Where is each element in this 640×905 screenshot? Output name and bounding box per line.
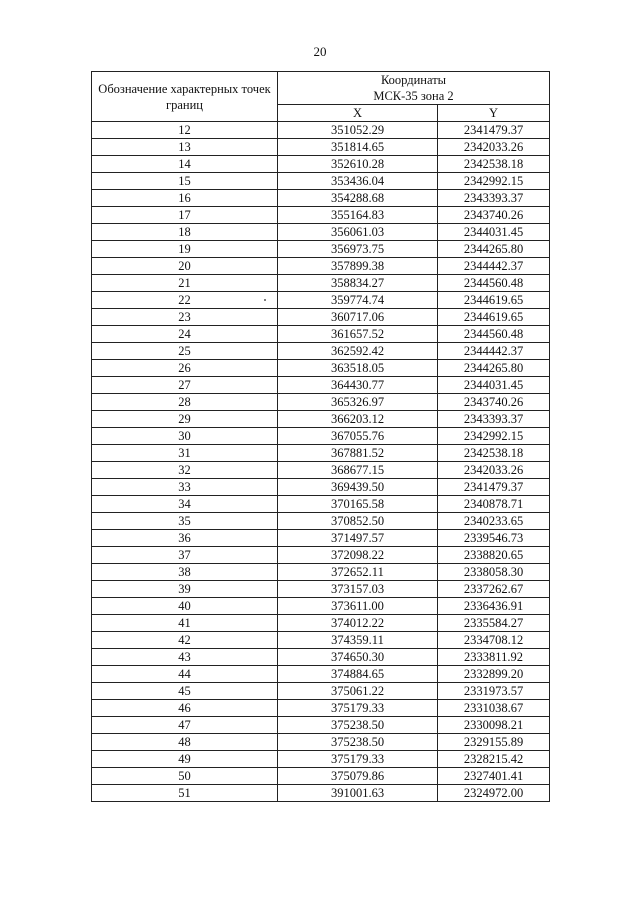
x-cell: 363518.05 (278, 360, 438, 377)
y-cell: 2340233.65 (438, 513, 550, 530)
x-cell: 371497.57 (278, 530, 438, 547)
table-row (92, 207, 550, 224)
y-cell: 2344560.48 (438, 326, 550, 343)
point-cell: 21 (92, 275, 278, 292)
x-cell: 370852.50 (278, 513, 438, 530)
point-cell: 27 (92, 377, 278, 394)
x-cell: 374359.11 (278, 632, 438, 649)
point-cell: 45 (92, 683, 278, 700)
point-cell: 22 (92, 292, 278, 309)
x-cell: 362592.42 (278, 343, 438, 360)
x-cell: 365326.97 (278, 394, 438, 411)
point-cell: 29 (92, 411, 278, 428)
x-cell: 375061.22 (278, 683, 438, 700)
point-cell: 17 (92, 207, 278, 224)
y-cell: 2333811.92 (438, 649, 550, 666)
table-row (92, 258, 550, 275)
header-points: Обозначение характерных точек границ (92, 72, 278, 122)
table-row (92, 615, 550, 632)
x-cell: 351052.29 (278, 122, 438, 139)
y-cell: 2342538.18 (438, 156, 550, 173)
point-cell: 16 (92, 190, 278, 207)
table-row (92, 360, 550, 377)
point-cell: 32 (92, 462, 278, 479)
table-row (92, 513, 550, 530)
x-cell: 359774.74 (278, 292, 438, 309)
table-row (92, 156, 550, 173)
x-cell: 352610.28 (278, 156, 438, 173)
y-cell: 2340878.71 (438, 496, 550, 513)
point-cell: 36 (92, 530, 278, 547)
table-row (92, 428, 550, 445)
x-cell: 368677.15 (278, 462, 438, 479)
header-coordinates-line2: МСК-35 зона 2 (373, 89, 454, 103)
point-cell: 50 (92, 768, 278, 785)
table-row (92, 343, 550, 360)
table-row (92, 700, 550, 717)
x-cell: 367881.52 (278, 445, 438, 462)
table-row (92, 139, 550, 156)
point-cell: 18 (92, 224, 278, 241)
y-cell: 2328215.42 (438, 751, 550, 768)
y-cell: 2335584.27 (438, 615, 550, 632)
header-coordinates (278, 72, 550, 105)
table-row (92, 598, 550, 615)
point-cell: 14 (92, 156, 278, 173)
y-cell: 2342538.18 (438, 445, 550, 462)
y-cell: 2331973.57 (438, 683, 550, 700)
y-cell: 2337262.67 (438, 581, 550, 598)
x-cell: 375179.33 (278, 751, 438, 768)
x-cell: 375238.50 (278, 734, 438, 751)
table-row (92, 564, 550, 581)
x-cell: 356973.75 (278, 241, 438, 258)
coordinates-table (91, 71, 550, 802)
y-cell: 2344031.45 (438, 224, 550, 241)
point-cell: 15 (92, 173, 278, 190)
x-cell: 366203.12 (278, 411, 438, 428)
table-row (92, 377, 550, 394)
point-cell: 44 (92, 666, 278, 683)
y-cell: 2343393.37 (438, 411, 550, 428)
table-row (92, 275, 550, 292)
x-cell: 374884.65 (278, 666, 438, 683)
point-cell: 30 (92, 428, 278, 445)
y-cell: 2336436.91 (438, 598, 550, 615)
x-cell: 374012.22 (278, 615, 438, 632)
x-cell: 367055.76 (278, 428, 438, 445)
table-row (92, 445, 550, 462)
header-x: X (278, 105, 438, 122)
y-cell: 2343740.26 (438, 207, 550, 224)
table-row (92, 734, 550, 751)
point-cell: 41 (92, 615, 278, 632)
table-header (92, 72, 550, 122)
y-cell: 2343740.26 (438, 394, 550, 411)
point-cell: 28 (92, 394, 278, 411)
table-row (92, 751, 550, 768)
point-cell: 20 (92, 258, 278, 275)
point-cell: 35 (92, 513, 278, 530)
point-cell: 25 (92, 343, 278, 360)
x-cell: 364430.77 (278, 377, 438, 394)
y-cell: 2344442.37 (438, 258, 550, 275)
table-row (92, 496, 550, 513)
page-number: 20 (313, 44, 327, 59)
table-row (92, 241, 550, 258)
x-cell: 356061.03 (278, 224, 438, 241)
point-cell: 37 (92, 547, 278, 564)
point-cell: 26 (92, 360, 278, 377)
table-row (92, 768, 550, 785)
x-cell: 353436.04 (278, 173, 438, 190)
y-cell: 2344619.65 (438, 309, 550, 326)
table-row (92, 649, 550, 666)
x-cell: 370165.58 (278, 496, 438, 513)
y-cell: 2330098.21 (438, 717, 550, 734)
y-cell: 2334708.12 (438, 632, 550, 649)
point-cell: 24 (92, 326, 278, 343)
x-cell: 361657.52 (278, 326, 438, 343)
point-cell: 40 (92, 598, 278, 615)
table-row (92, 632, 550, 649)
y-cell: 2344265.80 (438, 241, 550, 258)
x-cell: 373157.03 (278, 581, 438, 598)
x-cell: 357899.38 (278, 258, 438, 275)
point-cell: 42 (92, 632, 278, 649)
x-cell: 375179.33 (278, 700, 438, 717)
x-cell: 372652.11 (278, 564, 438, 581)
point-cell: 46 (92, 700, 278, 717)
y-cell: 2338820.65 (438, 547, 550, 564)
table-row (92, 224, 550, 241)
table-row (92, 530, 550, 547)
point-cell: 39 (92, 581, 278, 598)
point-cell: 48 (92, 734, 278, 751)
y-cell: 2344619.65 (438, 292, 550, 309)
y-cell: 2327401.41 (438, 768, 550, 785)
table-row (92, 547, 550, 564)
table-row (92, 190, 550, 207)
x-cell: 372098.22 (278, 547, 438, 564)
y-cell: 2341479.37 (438, 122, 550, 139)
y-cell: 2344560.48 (438, 275, 550, 292)
table-row (92, 479, 550, 496)
point-cell: 34 (92, 496, 278, 513)
point-cell: 13 (92, 139, 278, 156)
y-cell: 2343393.37 (438, 190, 550, 207)
table-row (92, 326, 550, 343)
table-row (92, 122, 550, 139)
point-cell: 31 (92, 445, 278, 462)
y-cell: 2344031.45 (438, 377, 550, 394)
table-row (92, 581, 550, 598)
y-cell: 2342033.26 (438, 139, 550, 156)
table-body (92, 122, 550, 802)
x-cell: 358834.27 (278, 275, 438, 292)
x-cell: 355164.83 (278, 207, 438, 224)
table-row (92, 683, 550, 700)
table-row (92, 666, 550, 683)
point-cell: 12 (92, 122, 278, 139)
x-cell: 391001.63 (278, 785, 438, 802)
header-coordinates-line1: Координаты (380, 73, 447, 87)
table-row (92, 292, 550, 309)
x-cell: 360717.06 (278, 309, 438, 326)
x-cell: 374650.30 (278, 649, 438, 666)
point-cell: 51 (92, 785, 278, 802)
table-row (92, 411, 550, 428)
y-cell: 2329155.89 (438, 734, 550, 751)
y-cell: 2342992.15 (438, 428, 550, 445)
point-cell: 38 (92, 564, 278, 581)
y-cell: 2339546.73 (438, 530, 550, 547)
x-cell: 375079.86 (278, 768, 438, 785)
y-cell: 2344442.37 (438, 343, 550, 360)
point-cell: 19 (92, 241, 278, 258)
table-row (92, 462, 550, 479)
x-cell: 373611.00 (278, 598, 438, 615)
scan-speck (264, 299, 266, 301)
x-cell: 351814.65 (278, 139, 438, 156)
y-cell: 2331038.67 (438, 700, 550, 717)
point-cell: 33 (92, 479, 278, 496)
x-cell: 369439.50 (278, 479, 438, 496)
table-row (92, 309, 550, 326)
point-cell: 43 (92, 649, 278, 666)
table-row (92, 173, 550, 190)
point-cell: 49 (92, 751, 278, 768)
x-cell: 375238.50 (278, 717, 438, 734)
point-cell: 23 (92, 309, 278, 326)
table-row (92, 785, 550, 802)
y-cell: 2342033.26 (438, 462, 550, 479)
point-cell: 47 (92, 717, 278, 734)
header-y: Y (438, 105, 550, 122)
y-cell: 2342992.15 (438, 173, 550, 190)
y-cell: 2341479.37 (438, 479, 550, 496)
y-cell: 2332899.20 (438, 666, 550, 683)
x-cell: 354288.68 (278, 190, 438, 207)
table-row (92, 717, 550, 734)
y-cell: 2338058.30 (438, 564, 550, 581)
y-cell: 2344265.80 (438, 360, 550, 377)
y-cell: 2324972.00 (438, 785, 550, 802)
table-row (92, 394, 550, 411)
